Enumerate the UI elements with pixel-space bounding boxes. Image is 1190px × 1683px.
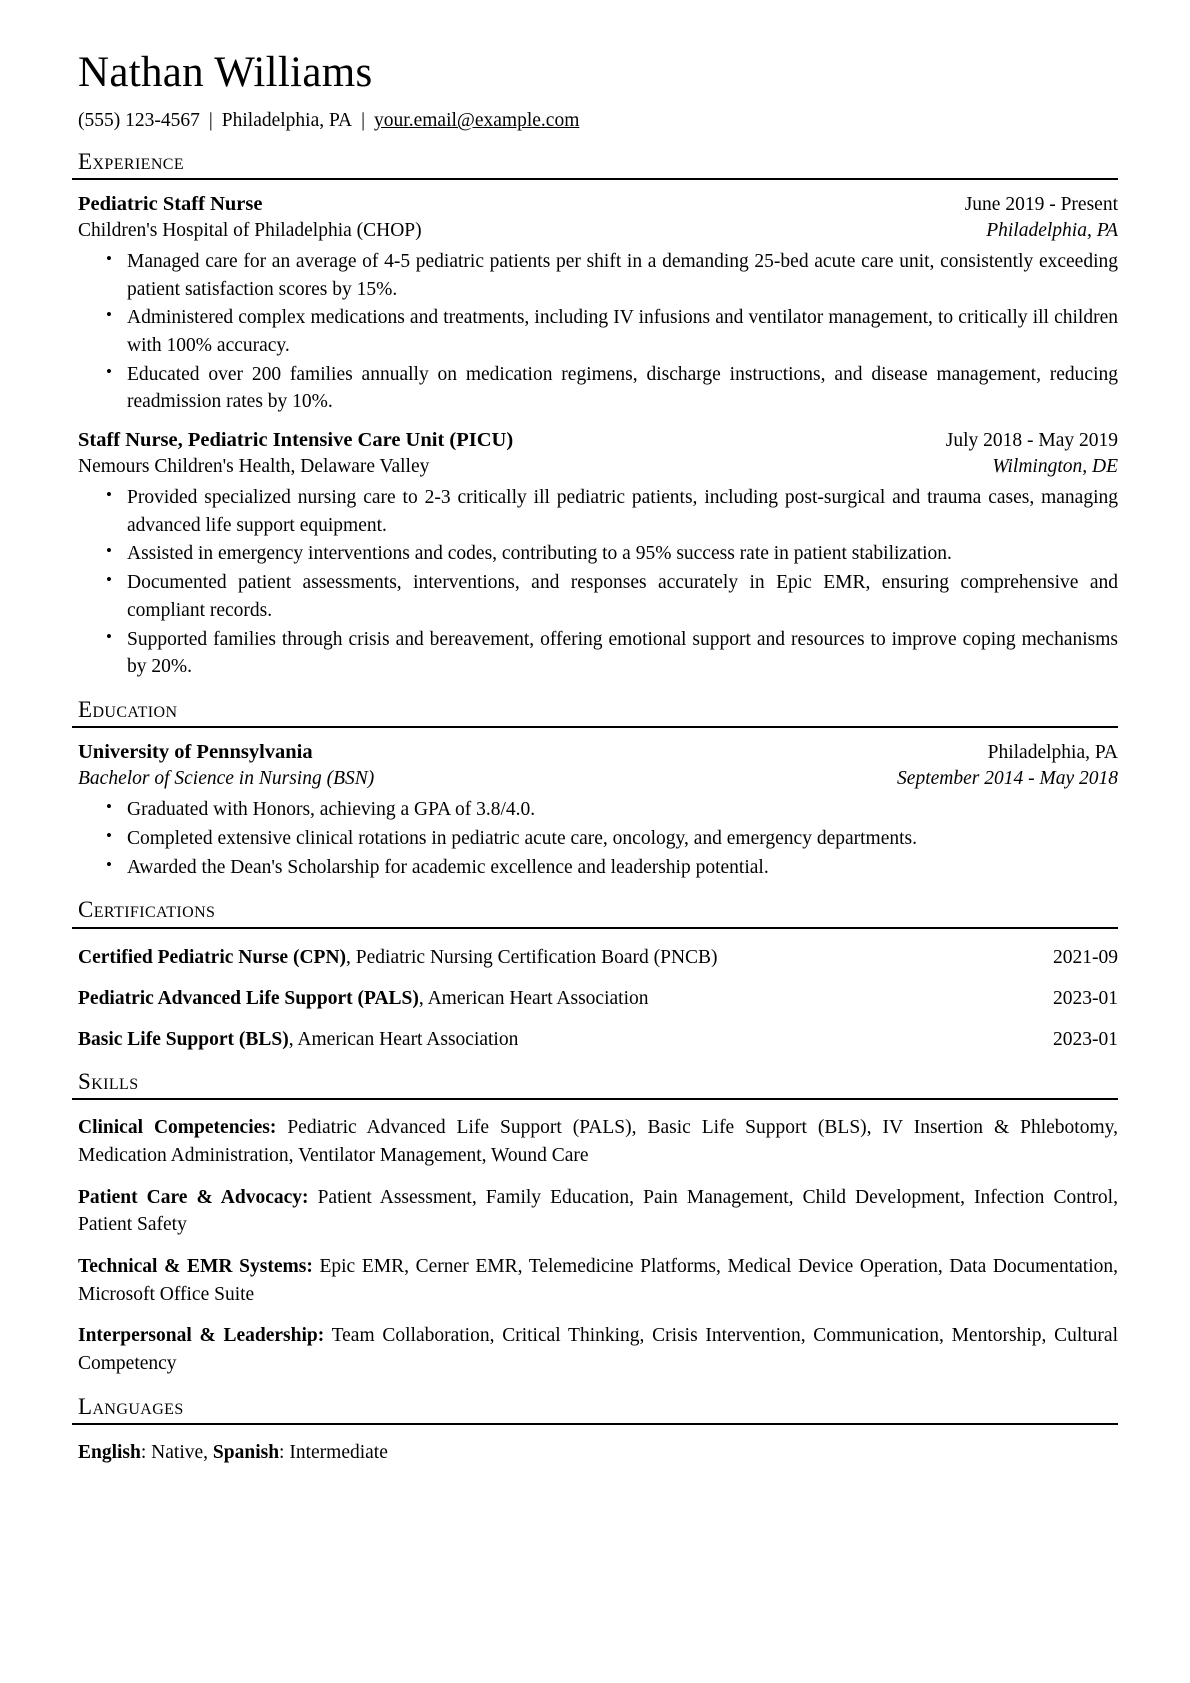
section-languages xyxy=(72,1394,1118,1467)
certification-date: 2021-09 xyxy=(1053,946,1118,968)
experience-entry-subheader xyxy=(72,454,1118,479)
experience-entry-subheader xyxy=(72,218,1118,243)
education-bullet: • Graduated with Honors, achieving a GPA of 3.8/4.0. xyxy=(102,796,1118,824)
resume-header xyxy=(72,50,1118,133)
language-name: Spanish xyxy=(212,1442,280,1464)
skill-category-label: Interpersonal & Leadership: xyxy=(78,1325,325,1347)
skill-items: Epic EMR, Cerner EMR, Telemedicine Platforms, Medical Device Operation, Data Documentation, Microsoft Office Suite xyxy=(78,1256,1118,1305)
certification-issuer: , American Heart Association xyxy=(418,988,649,1010)
skill-items: Pediatric Advanced Life Support (PALS), Basic Life Support (BLS), IV Insertion & Phlebotomy, Medication Administration, Ventilator Management, Wound Care xyxy=(78,1117,1118,1166)
job-location: Philadelphia, PA xyxy=(986,219,1118,241)
section-rule-languages xyxy=(72,1423,1118,1425)
contact-separator-1: | xyxy=(208,110,213,132)
section-rule-education xyxy=(72,726,1118,728)
certification-date: 2023-01 xyxy=(1053,1029,1118,1051)
skill-row xyxy=(72,1253,1118,1308)
job-bullet: • Provided specialized nursing care to 2-3 critically ill pediatric patients, including post-surgical and trauma cases, managing advanced life support equipment. xyxy=(102,484,1118,539)
job-bullet: • Administered complex medications and treatments, including IV infusions and ventilator management, to critically ill children with 100% accuracy. xyxy=(102,304,1118,359)
skill-items: Patient Assessment, Family Education, Pain Management, Child Development, Infection Control, Patient Safety xyxy=(78,1186,1118,1236)
language-level: : Intermediate xyxy=(279,1442,388,1464)
education-bullet-list xyxy=(72,796,1118,881)
contact-line xyxy=(72,109,1118,132)
contact-phone: (555) 123-4567 xyxy=(78,110,200,132)
education-entry xyxy=(72,739,1118,881)
experience-entry-header xyxy=(72,427,1118,454)
job-bullet: • Supported families through crisis and bereavement, offering emotional support and resources to improve coping mechanisms by 20%. xyxy=(102,626,1118,681)
certification-row xyxy=(72,945,1118,970)
job-bullet: • Managed care for an average of 4-5 pediatric patients per shift in a demanding 25-bed acute care unit, consistently exceeding patient satisfaction scores by 15%. xyxy=(102,248,1118,303)
section-skills xyxy=(72,1069,1118,1378)
contact-location: Philadelphia, PA xyxy=(221,110,353,132)
skill-category-label: Clinical Competencies: xyxy=(78,1117,277,1139)
language-name: English xyxy=(78,1442,141,1464)
job-organization: Children's Hospital of Philadelphia (CHOP) xyxy=(78,219,422,241)
section-rule-experience xyxy=(72,178,1118,180)
degree-date: September 2014 - May 2018 xyxy=(897,767,1118,789)
skill-row xyxy=(72,1322,1118,1377)
experience-entry xyxy=(72,191,1118,416)
resume-content xyxy=(72,50,1118,1467)
contact-email[interactable]: your.email@example.com xyxy=(374,110,580,132)
skill-row xyxy=(72,1184,1118,1239)
candidate-name: Nathan Williams xyxy=(78,49,373,96)
certification-main xyxy=(72,1027,518,1052)
section-certifications xyxy=(72,897,1118,1052)
section-experience xyxy=(72,149,1118,681)
job-title: Pediatric Staff Nurse xyxy=(78,192,263,215)
job-bullet-list xyxy=(72,484,1118,681)
experience-entry-header xyxy=(72,191,1118,218)
education-bullet: • Completed extensive clinical rotations in pediatric acute care, oncology, and emergency departments. xyxy=(102,825,1118,853)
certification-row xyxy=(72,1027,1118,1052)
job-date: July 2018 - May 2019 xyxy=(945,430,1118,452)
languages-row xyxy=(72,1439,1118,1466)
section-title-education: Education xyxy=(78,696,178,722)
education-entry-header xyxy=(72,739,1118,766)
section-title-experience: Experience xyxy=(78,148,185,174)
degree-name: Bachelor of Science in Nursing (BSN) xyxy=(78,767,375,789)
skill-category-label: Technical & EMR Systems: xyxy=(78,1256,313,1278)
section-title-languages: Languages xyxy=(78,1393,184,1419)
section-education xyxy=(72,697,1118,881)
job-organization: Nemours Children's Health, Delaware Valley xyxy=(78,455,430,477)
certification-name: Certified Pediatric Nurse (CPN) xyxy=(78,946,347,968)
job-bullet: • Educated over 200 families annually on medication regimens, discharge instructions, and disease management, reducing readmission rates by 10%. xyxy=(102,361,1118,416)
job-title: Staff Nurse, Pediatric Intensive Care Unit (PICU) xyxy=(78,429,514,452)
job-bullet: • Documented patient assessments, interventions, and responses accurately in Epic EMR, ensuring comprehensive and compliant records. xyxy=(102,569,1118,624)
education-bullet: • Awarded the Dean's Scholarship for academic excellence and leadership potential. xyxy=(102,854,1118,882)
contact-separator-2: | xyxy=(361,110,366,132)
job-location: Wilmington, DE xyxy=(992,455,1118,477)
skill-category-label: Patient Care & Advocacy: xyxy=(78,1186,309,1208)
skill-row xyxy=(72,1114,1118,1169)
certification-name: Basic Life Support (BLS) xyxy=(78,1029,289,1051)
certification-date: 2023-01 xyxy=(1053,988,1118,1010)
section-title-skills: Skills xyxy=(78,1068,139,1094)
job-bullet-list xyxy=(72,248,1118,416)
section-rule-certifications xyxy=(72,927,1118,929)
job-date: June 2019 - Present xyxy=(964,193,1118,215)
certification-issuer: , American Heart Association xyxy=(288,1029,519,1051)
certification-issuer: , Pediatric Nursing Certification Board (PNCB) xyxy=(346,946,718,968)
education-entry-subheader xyxy=(72,766,1118,791)
school-name: University of Pennsylvania xyxy=(78,741,313,764)
job-bullet: • Assisted in emergency interventions and codes, contributing to a 95% success rate in patient stabilization. xyxy=(102,540,1118,568)
school-location: Philadelphia, PA xyxy=(987,742,1118,764)
certification-name: Pediatric Advanced Life Support (PALS) xyxy=(78,988,419,1010)
certification-row xyxy=(72,986,1118,1011)
experience-entry xyxy=(72,427,1118,681)
certification-main xyxy=(72,986,649,1011)
section-title-certifications: Certifications xyxy=(78,897,216,923)
certification-main xyxy=(72,945,718,970)
section-rule-skills xyxy=(72,1098,1118,1100)
language-level: : Native, xyxy=(140,1442,213,1464)
skill-items: Team Collaboration, Critical Thinking, Crisis Intervention, Communication, Mentorship, Cultural Competency xyxy=(78,1325,1118,1375)
